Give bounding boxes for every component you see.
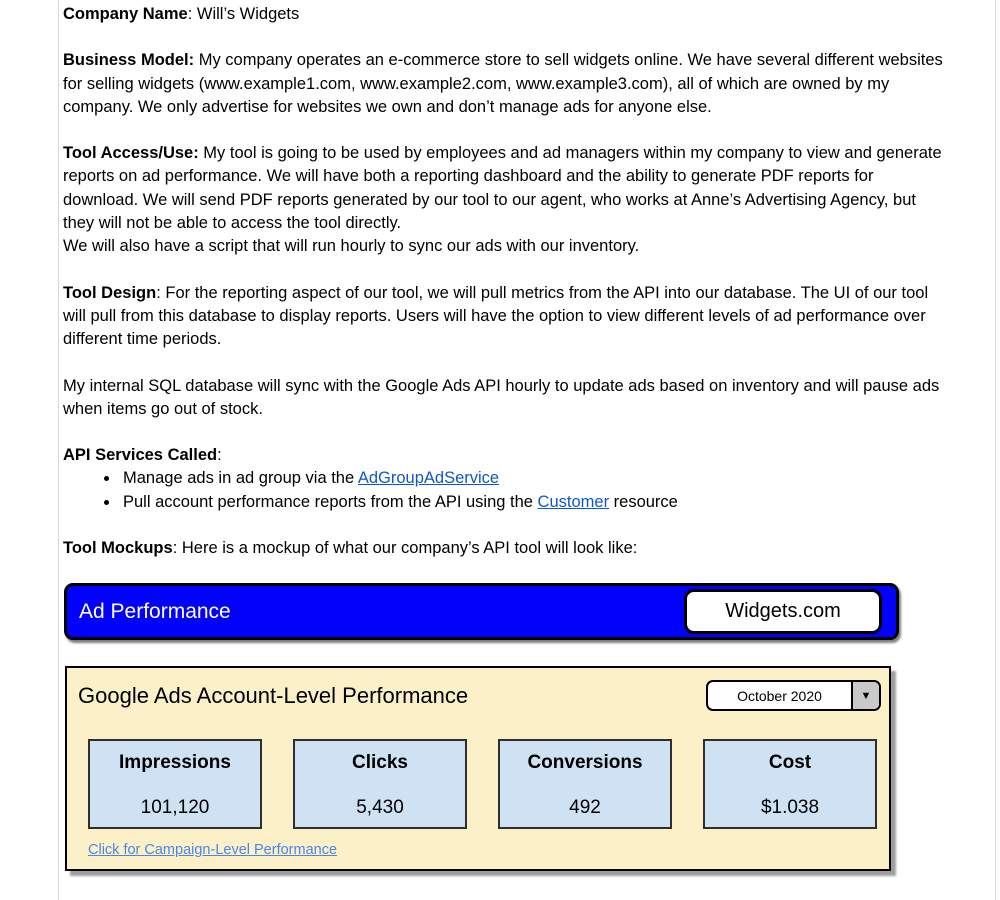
metric-value: 101,120: [140, 797, 210, 819]
company-name-label: Company Name: [63, 5, 188, 23]
paragraph-tool-design: [63, 282, 943, 352]
paragraph-api-services: [63, 444, 943, 467]
mockup-app-title: Ad Performance: [79, 599, 231, 623]
period-dropdown-value: October 2020: [737, 687, 822, 704]
metric-label: Clicks: [352, 752, 408, 774]
tool-mockups-label: Tool Mockups: [63, 539, 173, 558]
metric-value: 492: [569, 797, 601, 819]
paragraph-company-name: [63, 3, 943, 26]
list-item-customer: [120, 491, 943, 514]
metric-value: 5,430: [356, 797, 404, 819]
sql-sync-text: My internal SQL database will sync with the Google Ads API hourly to update ads based on inventory and will pause ads when items go out of stock.: [63, 376, 940, 418]
company-name-sep: :: [187, 5, 197, 23]
metric-card-clicks: [293, 739, 467, 829]
metrics-row: [88, 739, 877, 829]
api-services-list: [63, 467, 943, 514]
tool-access-label: Tool Access/Use:: [63, 144, 199, 163]
paragraph-sql-sync: [63, 375, 943, 422]
campaign-level-link[interactable]: Click for Campaign-Level Performance: [88, 842, 338, 859]
api-services-label: API Services Called: [63, 446, 218, 465]
paragraph-business-model: [63, 49, 943, 119]
metric-label: Conversions: [527, 752, 643, 774]
list-item-adgroupadservice: [120, 467, 943, 490]
dropdown-arrow-icon[interactable]: ▼: [851, 682, 879, 709]
customer-link[interactable]: Customer: [537, 492, 610, 511]
metric-card-impressions: [88, 739, 262, 829]
period-dropdown[interactable]: [706, 680, 881, 711]
bullet-1-text: Manage ads in ad group via the: [123, 469, 358, 488]
tool-mockups-sep: :: [172, 539, 182, 558]
bullet-2-text: Pull account performance reports from the API using the: [123, 492, 538, 511]
mockup-header-bar: [64, 583, 899, 640]
bullet-2-text-post: resource: [609, 492, 678, 511]
tool-access-text-2: We will also have a script that will run hourly to sync our ads with our inventory.: [63, 237, 640, 256]
panel-header: [78, 680, 881, 711]
account-performance-panel: [65, 666, 891, 871]
metric-card-conversions: [498, 739, 672, 829]
tool-design-sep: :: [156, 283, 166, 302]
metric-label: Impressions: [119, 752, 231, 774]
panel-title: Google Ads Account-Level Performance: [78, 682, 469, 708]
adgroupadservice-link[interactable]: AdGroupAdService: [357, 469, 500, 488]
metric-card-cost: [703, 739, 877, 829]
tool-design-text: For the reporting aspect of our tool, we will pull metrics from the API into our database. The UI of our tool will pull from this database to display reports. Users will have the option to view different levels of ad performance over different time periods.: [63, 283, 929, 349]
company-name-value: Will’s Widgets: [196, 5, 300, 23]
api-services-sep: :: [217, 446, 222, 465]
business-model-text: My company operates an e-commerce store to sell widgets online. We have several different websites for selling widgets (www.example1.com, www.example2.com, www.example3.com), all of which are owned by my company. We only advertise for websites we own and don’t manage ads for anyone else.: [63, 51, 943, 116]
metric-value: $1.038: [760, 797, 820, 819]
metric-label: Cost: [768, 752, 812, 774]
document-page: [58, 0, 996, 900]
widgets-com-button[interactable]: Widgets.com: [684, 589, 882, 634]
paragraph-tool-mockups: [63, 537, 943, 560]
tool-mockups-text: Here is a mockup of what our company’s API tool will look like:: [181, 539, 638, 558]
tool-access-text: My tool is going to be used by employees and ad managers within my company to view and generate reports on ad performance. We will have both a reporting dashboard and the ability to generate PDF reports for download. We will send PDF reports generated by our tool to our agent, who works at Anne’s Advertising Agency, but they will not be able to access the tool directly.: [63, 144, 942, 233]
business-model-label: Business Model:: [63, 51, 195, 70]
tool-design-label: Tool Design: [63, 283, 157, 302]
paragraph-tool-access: [63, 142, 943, 258]
